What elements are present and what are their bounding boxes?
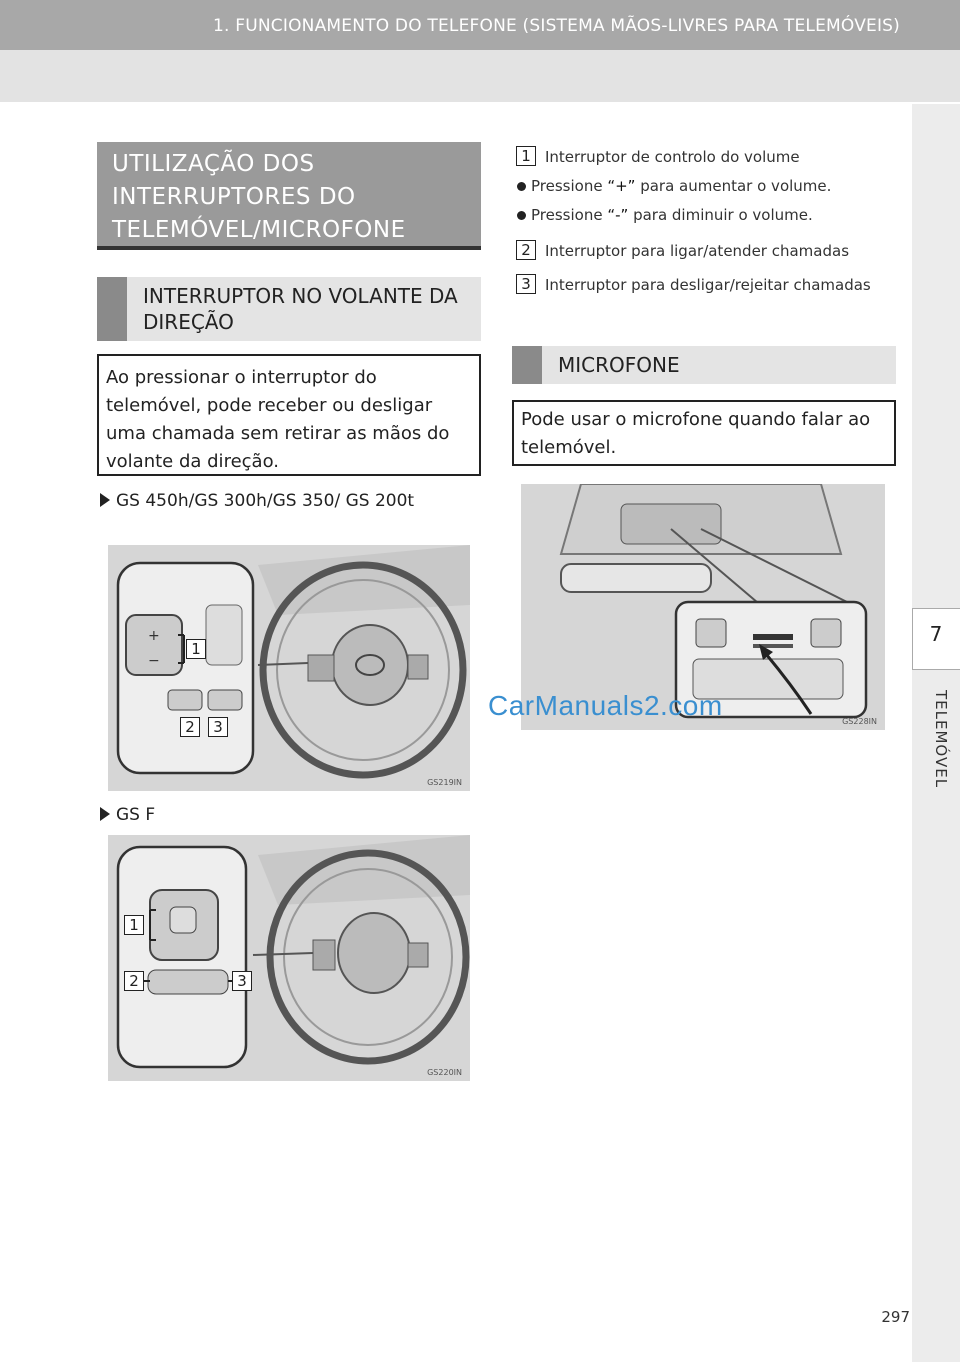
bullet-increase (517, 176, 897, 196)
steering-figure-1 (108, 545, 470, 791)
chapter-title: 1. FUNCIONAMENTO DO TELEFONE (SISTEMA MÃOS-LIVRES PARA TELEMÓVEIS) (213, 16, 900, 36)
callout-1: 1 (124, 915, 144, 935)
bullet-icon (517, 211, 526, 220)
arrow-icon (100, 807, 110, 821)
bullet-icon (517, 182, 526, 191)
microphone-intro-text: Pode usar o microfone quando falar ao telemóvel. (521, 409, 871, 458)
callout-3: 3 (208, 717, 228, 737)
item-3-text: Interruptor para desligar/rejeitar chamadas (545, 276, 871, 294)
callout-1: 1 (186, 639, 206, 659)
steering-heading-text: INTERRUPTOR NO VOLANTE DA DIREÇÃO (143, 284, 458, 334)
svg-text:−: − (148, 653, 160, 669)
figure-code-2: GS220IN (427, 1068, 462, 1077)
figure-code-3: GS228IN (842, 717, 877, 726)
microphone-heading (512, 346, 896, 384)
heading-accent (97, 277, 127, 341)
callout-1: 1 (516, 146, 536, 166)
chapter-number: 7 (929, 622, 943, 646)
microphone-intro-box (512, 400, 896, 466)
variant-2-text: GS F (116, 805, 156, 825)
steering-intro-text: Ao pressionar o interruptor do telemóvel, pode receber ou desligar uma chamada sem retirar as mãos do volante da direção. (106, 367, 450, 472)
arrow-icon (100, 493, 110, 507)
page-number: 297 (881, 1308, 910, 1326)
steering-illustration-1 (108, 545, 470, 791)
callout-2: 2 (124, 971, 144, 991)
bullet-decrease (517, 205, 897, 225)
bullet-increase-pre: Pressione (531, 177, 608, 195)
heading-accent (512, 346, 542, 384)
svg-text:+: + (148, 628, 160, 644)
microphone-heading-text: MICROFONE (558, 353, 680, 377)
variant-label-1 (100, 490, 420, 512)
section-title-text: UTILIZAÇÃO DOS INTERRUPTORES DO TELEMÓVEL/MICROFONE (112, 151, 406, 243)
variant-label-2 (100, 804, 300, 826)
item-2-text: Interruptor para ligar/atender chamadas (545, 242, 850, 260)
steering-illustration-2 (108, 835, 470, 1081)
page-header (0, 0, 960, 102)
variant-1-text: GS 450h/GS 300h/GS 350/ GS 200t (116, 491, 415, 511)
callout-2: 2 (180, 717, 200, 737)
watermark: CarManuals2.com (488, 690, 723, 721)
figure-code-1: GS219IN (427, 778, 462, 787)
callout-2: 2 (516, 240, 536, 260)
bullet-decrease-post: para diminuir o volume. (628, 206, 813, 224)
steering-heading (97, 277, 481, 341)
callout-3: 3 (232, 971, 252, 991)
section-title (97, 142, 481, 250)
steering-intro-box (97, 354, 481, 476)
bullet-decrease-pre: Pressione (531, 206, 608, 224)
bullet-increase-post: para aumentar o volume. (635, 177, 832, 195)
steering-figure-2 (108, 835, 470, 1081)
item-1-text: Interruptor de controlo do volume (545, 148, 800, 166)
chapter-label: TELEMÓVEL (932, 690, 950, 789)
callout-3: 3 (516, 274, 536, 294)
bullet-increase-key: “+” (607, 177, 636, 195)
bullet-decrease-key: “-” (607, 206, 629, 224)
